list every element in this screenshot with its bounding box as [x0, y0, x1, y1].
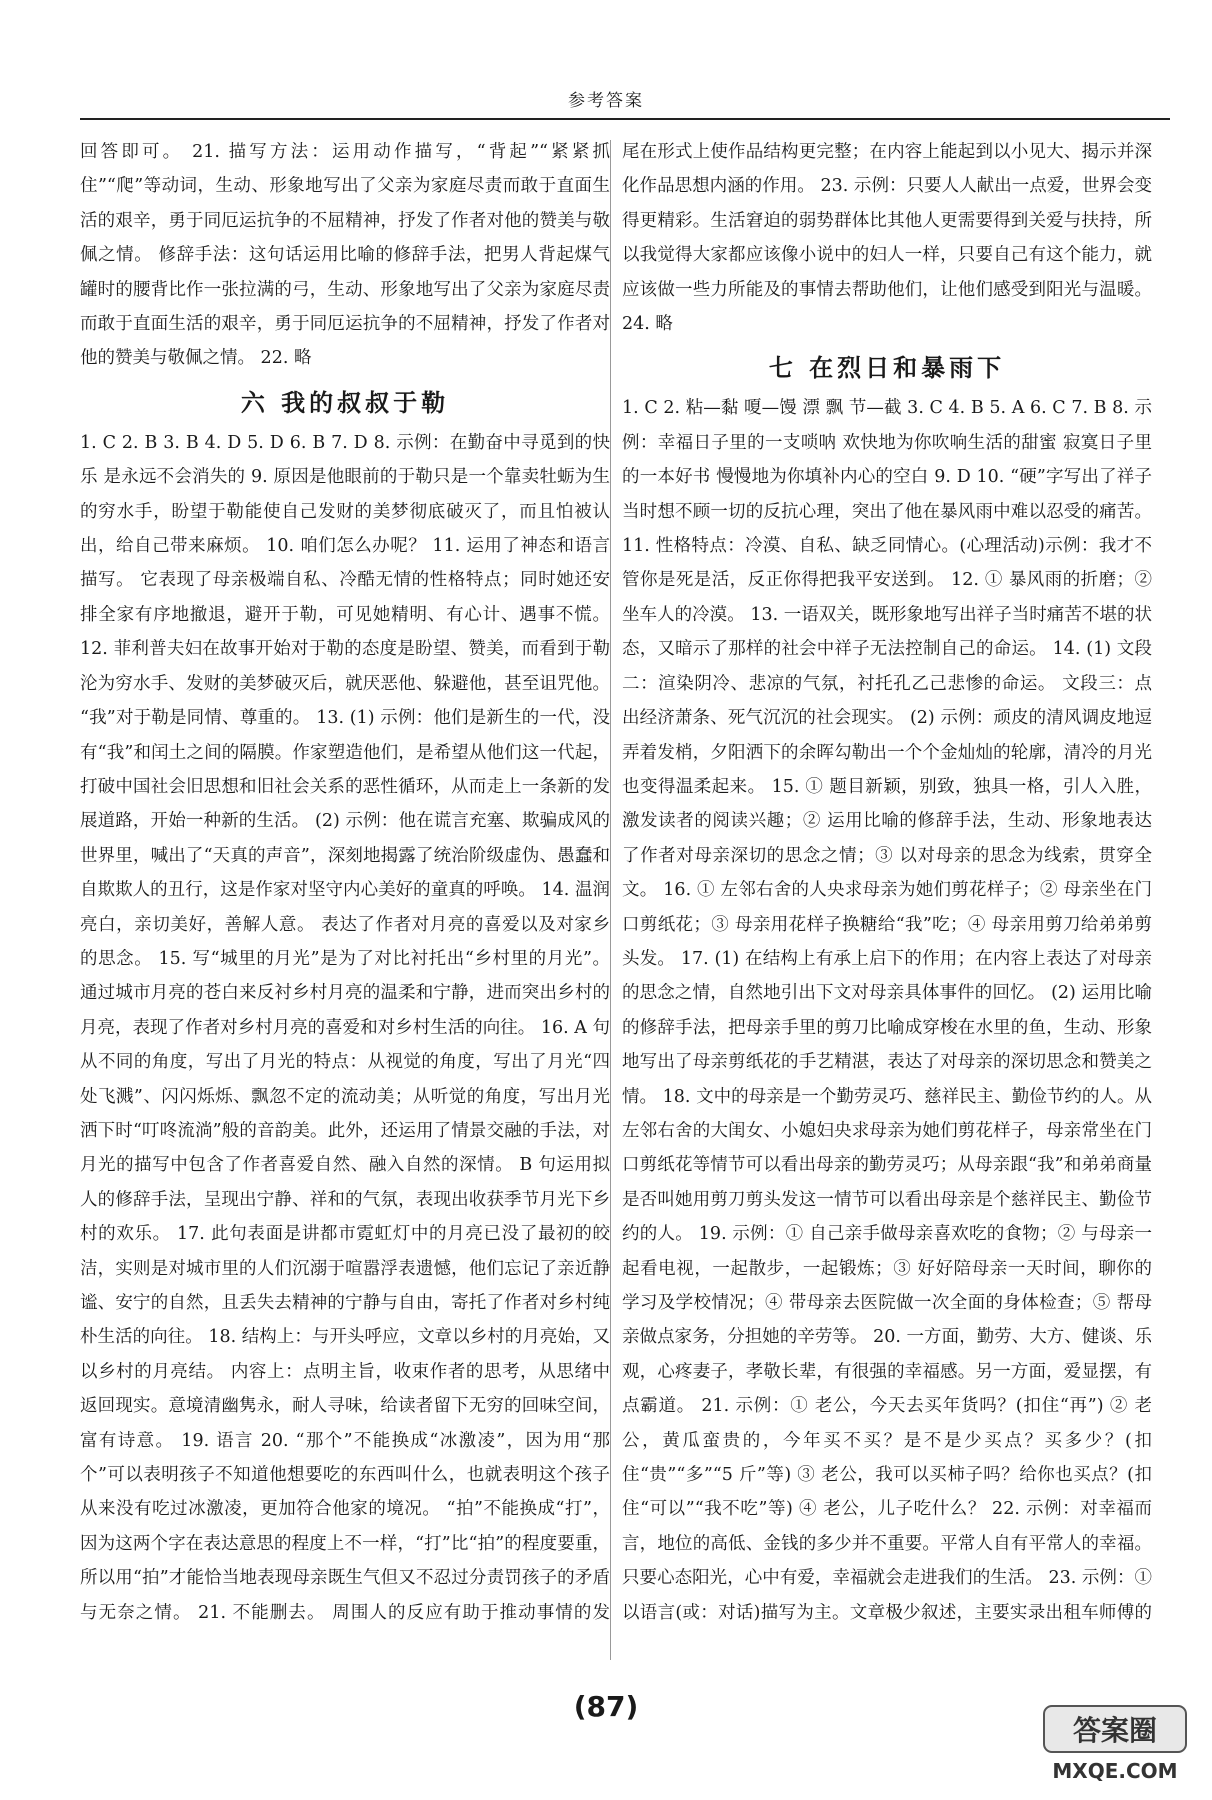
column-divider — [610, 140, 611, 1660]
watermark-text-bottom: MXQE.COM — [1052, 1759, 1178, 1783]
page-header: 参考答案 — [568, 91, 644, 111]
left-intro-text: 回答即可。 21. 描写方法：运用动作描写，“背起”“紧紧抓住”“爬”等动词，生动、形象地写出了父亲为家庭尽责而敢于直面生活的艰辛，勇于同厄运抗争的不屈精神，抒发了作者对他的赞美与敬佩之情。 修辞手法：这句话运用比喻的修辞手法，把男人背起煤气罐时的腰背比作一张拉满的弓，生动、形象地写出了父亲为家庭尽责而敢于直面生活的艰辛，勇于同厄运抗争的不屈精神，抒发了作者对他的赞美与敬佩之情。 22. 略 — [80, 142, 610, 369]
right-section-text: 1. C 2. 粘—黏 嗄—馒 漂 飘 节—截 3. C 4. B 5. A 6. C 7. B 8. 示例：幸福日子里的一支唢呐 欢快地为你吹响生活的甜蜜 寂寞日子里的一本好书 慢慢地为你填补内心的空白 9. D 10. “硬”字写出了祥子当时想不顾一切的反抗心理，突出了他在暴风雨中难以忍受的痛苦。 11. 性格特点：冷漠、自私、缺乏同情心。(心理活动)示例：我才不管你是死是活，反正你得把我平安送到。 12. ① 暴风雨的折磨；② 坐车人的冷漠。 13. 一语双关，既形象地写出祥子当时痛苦不堪的状态，又暗示了那样的社会中祥子无法控制自己的命运。 14. (1) 文段二：渲染阴冷、悲凉的气氛，衬托孔乙己悲惨的命运。 文段三：点出经济萧条、死气沉沉的社会现实。 (2) 示例：顽皮的清风调皮地逗弄着发梢，夕阳洒下的余晖勾勒出一个个金灿灿的轮廓，清冷的月光也变得温柔起来。 15. ① 题目新颖，别致，独具一格，引人入胜，激发读者的阅读兴趣；② 运用比喻的修辞手法，生动、形象地表达了作者对母亲深切的思念之情；③ 以对母亲的思念为线索，贯穿全文。 16. ① 左邻右舍的人央求母亲为她们剪花样子；② 母亲坐在门口剪纸花；③ 母亲用花样子换糖给“我”吃；④ 母亲用剪刀给弟弟剪头发。 17. (1) 在结构上有承上启下的作用；在内容上表达了对母亲的思念之情，自然地引出下文对母亲具体事件的回忆。 (2) 运用比喻的修辞手法，把母亲手里的剪刀比喻成穿梭在水里的鱼，生动、形象地写出了母亲剪纸花的手艺精湛，表达了对母亲的深切思念和赞美之情。 18. 文中的母亲是一个勤劳灵巧、慈祥民主、勤俭节约的人。从左邻右舍的大闺女、小媳妇央求母亲为她们剪花样子，母亲常坐在门口剪纸花等情节可以看出母亲的勤劳灵巧；从母亲跟“我”和弟弟商量是否叫她用剪刀剪头发这一情节可以看出母亲是个慈祥民主、勤俭节约的人。 19. 示例：① 自己亲手做母亲喜欢吃的食物；② 与母亲一起看电视，一起散步，一起锻炼；③ 好好陪母亲一天时间，聊你的学习及学校情况；④ 带母亲去医院做一次全面的身体检查；⑤ 帮母亲做点家务，分担她的辛劳等。 20. 一方面，勤劳、大方、健谈、乐观，心疼妻子，孝敬长辈，有很强的幸福感。另一方面，爱显摆，有点霸道。 21. 示例：① 老公，今天去买年货吗？(扣住“再”) ② 老公，黄瓜蛮贵的，今年买不买？是不是少买点？买多少？(扣住“贵”“多”“5 斤”等) ③ 老公，我可以买柿子吗？给你也买点？(扣住“可以”“我不吃”等) ④ 老公，儿子吃什么？ 22. 示例：对幸福而言，地位的高低、金钱的多少并不重要。平常人自有平常人的幸福。只要心态阳光，心中有爱，幸福就会走进我们的生活。 23. 示例：① 以语言(或：对话)描写为主。文章极少叙述，主要实录出租车师傅的 — [622, 398, 1152, 1623]
section-title-6: 六 我的叔叔于勒 — [240, 388, 450, 417]
watermark-text-top: 答案圈 — [1072, 1714, 1158, 1747]
watermark-logo — [1040, 1700, 1190, 1788]
left-column — [80, 135, 610, 1635]
left-section-text: 1. C 2. B 3. B 4. D 5. D 6. B 7. D 8. 示例：在勤奋中寻觅到的快乐 是永远不会消失的 9. 原因是他眼前的于勒只是一个靠卖牡蛎为生的穷水手，盼望于勒能使自己发财的美梦彻底破灭了，而且怕被认出，给自己带来麻烦。 10. 咱们怎么办呢？ 11. 运用了神态和语言描写。 它表现了母亲极端自私、冷酷无情的性格特点；同时她还安排全家有序地撤退，避开于勒，可见她精明、有心计、遇事不慌。 12. 菲利普夫妇在故事开始对于勒的态度是盼望、赞美，而看到于勒沦为穷水手、发财的美梦破灭后，就厌恶他、躲避他，甚至诅咒他。 “我”对于勒是同情、尊重的。 13. (1) 示例：他们是新生的一代，没有“我”和闰土之间的隔膜。作家塑造他们，是希望从他们这一代起，打破中国社会旧思想和旧社会关系的恶性循环，从而走上一条新的发展道路，开始一种新的生活。 (2) 示例：他在谎言充塞、欺骗成风的世界里，喊出了“天真的声音”，深刻地揭露了统治阶级虚伪、愚蠢和自欺欺人的丑行，这是作家对坚守内心美好的童真的呼唤。 14. 温润亮白，亲切美好，善解人意。 表达了作者对月亮的喜爱以及对家乡的思念。 15. 写“城里的月光”是为了对比衬托出“乡村里的月光”。 通过城市月亮的苍白来反衬乡村月亮的温柔和宁静，进而突出乡村的月亮，表现了作者对乡村月亮的喜爱和对乡村生活的向往。 16. A 句从不同的角度，写出了月光的特点：从视觉的角度，写出了月光“四处飞溅”、闪闪烁烁、飘忽不定的流动美；从听觉的角度，写出月光洒下时“叮咚流淌”般的音韵美。此外，还运用了情景交融的手法，对月光的描写中包含了作者喜爱自然、融入自然的深情。 B 句运用拟人的修辞手法，呈现出宁静、祥和的气氛，表现出收获季节月光下乡村的欢乐。 17. 此句表面是讲都市霓虹灯中的月亮已没了最初的皎洁，实则是对城市里的人们沉溺于喧嚣浮表遗憾，他们忘记了亲近静谧、安宁的自然，且丢失去精神的宁静与自由，寄托了作者对乡村纯朴生活的向往。 18. 结构上：与开头呼应，文章以乡村的月亮始，又以乡村的月亮结。 内容上：点明主旨，收束作者的思考，从思绪中返回现实。意境清幽隽永，耐人寻味，给读者留下无穷的回味空间，富有诗意。 19. 语言 20. “那个”不能换成“冰激凌”，因为用“那个”可以表明孩子不知道他想要吃的东西叫什么，也就表明这个孩子从来没有吃过冰激凌，更加符合他家的境况。 “拍”不能换成“打”，因为这两个字在表达意思的程度上不一样，“打”比“拍”的程度要重，所以用“拍”才能恰当地表现母亲既生气但又不忍过分责罚孩子的矛盾与无奈之情。 21. 不能删去。 周围人的反应有助于推动事情的发 — [80, 432, 610, 1623]
page-number: (87) — [573, 1690, 639, 1723]
right-intro-text: 尾在形式上使作品结构更完整；在内容上能起到以小见大、揭示并深化作品思想内涵的作用。 23. 示例：只要人人献出一点爱，世界会变得更精彩。生活窘迫的弱势群体比其他人更需要得到关爱与扶持，所以我觉得大家都应该像小说中的妇人一样，只要自己有这个能力，就应该做一些力所能及的事情去帮助他们，让他们感受到阳光与温暖。 24. 略 — [622, 142, 1152, 335]
right-column — [622, 135, 1152, 1635]
section-title-7: 七 在烈日和暴雨下 — [768, 354, 1006, 383]
header-rule — [80, 118, 1170, 120]
